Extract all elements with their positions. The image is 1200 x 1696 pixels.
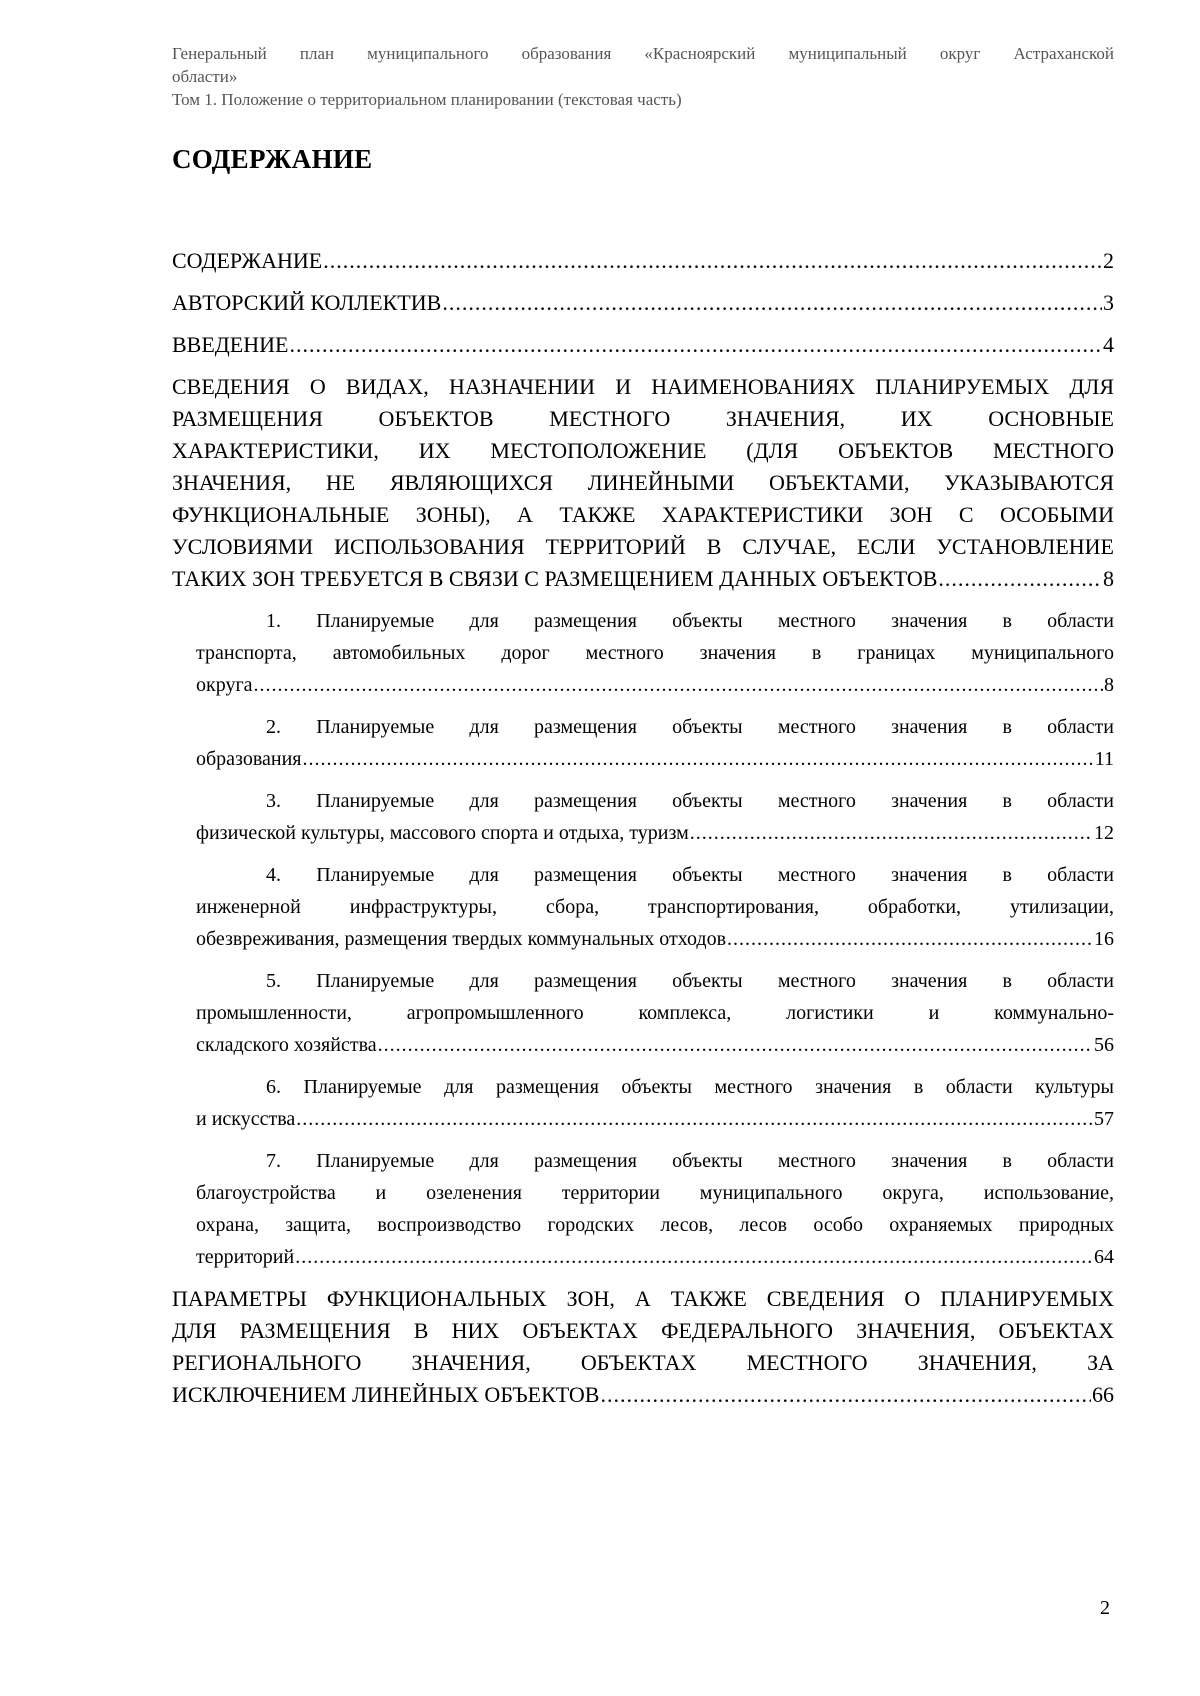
toc-subentry-6[interactable] [172, 1071, 1114, 1135]
toc-page-number: 64 [1094, 1246, 1114, 1268]
page-number: 2 [1100, 1597, 1110, 1619]
toc-entry-contents[interactable] [172, 245, 1114, 277]
toc-entry-line: СВЕДЕНИЯ О ВИДАХ, НАЗНАЧЕНИИ И НАИМЕНОВАНИЯХ ПЛАНИРУЕМЫХ ДЛЯ [172, 374, 1114, 399]
toc-entry-text: округа [196, 674, 253, 696]
header-line-2: области» [172, 67, 238, 86]
dot-leader [254, 669, 1103, 701]
toc-page-number: 2 [1103, 248, 1114, 273]
toc-entry-line: ЗНАЧЕНИЯ, НЕ ЯВЛЯЮЩИХСЯ ЛИНЕЙНЫМИ ОБЪЕКТАМИ, УКАЗЫВАЮТСЯ [172, 470, 1114, 495]
toc-entry-line: охрана, защита, воспроизводство городских лесов, лесов особо охраняемых природных [196, 1214, 1114, 1236]
toc-entry-line: 6. Планируемые для размещения объекты местного значения в области культуры [266, 1076, 1114, 1098]
toc-entry-text: и искусства [196, 1108, 296, 1130]
toc-entry-authors[interactable] [172, 287, 1114, 319]
toc-entry-line: ДЛЯ РАЗМЕЩЕНИЯ В НИХ ОБЪЕКТАХ ФЕДЕРАЛЬНОГО ЗНАЧЕНИЯ, ОБЪЕКТАХ [172, 1318, 1114, 1343]
toc-entry-local-objects[interactable] [172, 371, 1114, 595]
table-of-contents [172, 245, 1114, 1421]
toc-entry-line: 3. Планируемые для размещения объекты местного значения в области [266, 790, 1114, 812]
dot-leader [296, 1103, 1093, 1135]
toc-subentry-5[interactable] [172, 965, 1114, 1061]
dot-leader [378, 1029, 1093, 1061]
toc-entry-line: транспорта, автомобильных дорог местного значения в границах муниципального [196, 642, 1114, 664]
toc-entry-line: УСЛОВИЯМИ ИСПОЛЬЗОВАНИЯ ТЕРРИТОРИЙ В СЛУЧАЕ, ЕСЛИ УСТАНОВЛЕНИЕ [172, 534, 1114, 559]
toc-entry-text: складского хозяйства [196, 1034, 377, 1056]
toc-entry-line: ФУНКЦИОНАЛЬНЫЕ ЗОНЫ), А ТАКЖЕ ХАРАКТЕРИСТИКИ ЗОН С ОСОБЫМИ [172, 502, 1114, 527]
running-header [172, 42, 1114, 111]
toc-subentry-4[interactable] [172, 859, 1114, 955]
toc-entry-line: 2. Планируемые для размещения объекты местного значения в области [266, 716, 1114, 738]
toc-entry-line: ХАРАКТЕРИСТИКИ, ИХ МЕСТОПОЛОЖЕНИЕ (ДЛЯ ОБЪЕКТОВ МЕСТНОГО [172, 438, 1114, 463]
toc-entry-text: физической культуры, массового спорта и отдыха, туризм [196, 822, 689, 844]
toc-page-number: 16 [1094, 928, 1114, 950]
toc-entry-text: обезвреживания, размещения твердых коммунальных отходов [196, 928, 727, 950]
toc-entry-line: благоустройства и озеленения территории муниципального округа, использование, [196, 1182, 1114, 1204]
header-line-3: Том 1. Положение о территориальном планировании (текстовая часть) [172, 90, 682, 109]
dot-leader [295, 1241, 1093, 1273]
toc-entry-line: ПАРАМЕТРЫ ФУНКЦИОНАЛЬНЫХ ЗОН, А ТАКЖЕ СВЕДЕНИЯ О ПЛАНИРУЕМЫХ [172, 1286, 1114, 1311]
toc-entry-functional-zones[interactable] [172, 1283, 1114, 1411]
dot-leader [289, 329, 1102, 361]
page-title: СОДЕРЖАНИЕ [172, 144, 373, 174]
toc-page-number: 4 [1103, 332, 1114, 357]
toc-page-number: 3 [1103, 290, 1114, 315]
toc-page-number: 8 [1104, 674, 1114, 696]
toc-page-number: 11 [1094, 748, 1114, 770]
toc-entry-text: АВТОРСКИЙ КОЛЛЕКТИВ [172, 290, 442, 315]
toc-page-number: 12 [1094, 822, 1114, 844]
toc-entry-introduction[interactable] [172, 329, 1114, 361]
toc-entry-line: инженерной инфраструктуры, сбора, транспортирования, обработки, утилизации, [196, 896, 1114, 918]
dot-leader [303, 743, 1094, 775]
toc-entry-line: РЕГИОНАЛЬНОГО ЗНАЧЕНИЯ, ОБЪЕКТАХ МЕСТНОГО ЗНАЧЕНИЯ, ЗА [172, 1350, 1114, 1375]
toc-entry-text: ИСКЛЮЧЕНИЕМ ЛИНЕЙНЫХ ОБЪЕКТОВ [172, 1382, 600, 1407]
toc-entry-text: СОДЕРЖАНИЕ [172, 248, 323, 273]
toc-entry-line: 1. Планируемые для размещения объекты местного значения в области [266, 610, 1114, 632]
toc-entry-text: территорий [196, 1246, 295, 1268]
toc-entry-text: ВВЕДЕНИЕ [172, 332, 289, 357]
toc-page-number: 57 [1094, 1108, 1114, 1130]
toc-subentry-7[interactable] [172, 1145, 1114, 1273]
toc-page-number: 56 [1094, 1034, 1114, 1056]
dot-leader [690, 817, 1093, 849]
toc-entry-line: промышленности, агропромышленного комплекса, логистики и коммунально- [196, 1002, 1114, 1024]
toc-entry-line: 4. Планируемые для размещения объекты местного значения в области [266, 864, 1114, 886]
toc-entry-line: 7. Планируемые для размещения объекты местного значения в области [266, 1150, 1114, 1172]
toc-entry-text: образования [196, 748, 302, 770]
toc-subentry-1[interactable] [172, 605, 1114, 701]
dot-leader [442, 287, 1102, 319]
toc-page-number: 8 [1103, 566, 1114, 591]
toc-entry-line: РАЗМЕЩЕНИЯ ОБЪЕКТОВ МЕСТНОГО ЗНАЧЕНИЯ, ИХ ОСНОВНЫЕ [172, 406, 1114, 431]
toc-page-number: 66 [1092, 1382, 1114, 1407]
toc-subentry-3[interactable] [172, 785, 1114, 849]
dot-leader [600, 1379, 1091, 1411]
toc-subentry-2[interactable] [172, 711, 1114, 775]
toc-entry-text: ТАКИХ ЗОН ТРЕБУЕТСЯ В СВЯЗИ С РАЗМЕЩЕНИЕМ ДАННЫХ ОБЪЕКТОВ [172, 566, 938, 591]
dot-leader [938, 563, 1102, 595]
dot-leader [323, 245, 1102, 277]
header-line-1: Генеральный план муниципального образования «Красноярский муниципальный округ Астраханской [172, 44, 1114, 63]
toc-entry-line: 5. Планируемые для размещения объекты местного значения в области [266, 970, 1114, 992]
dot-leader [727, 923, 1093, 955]
